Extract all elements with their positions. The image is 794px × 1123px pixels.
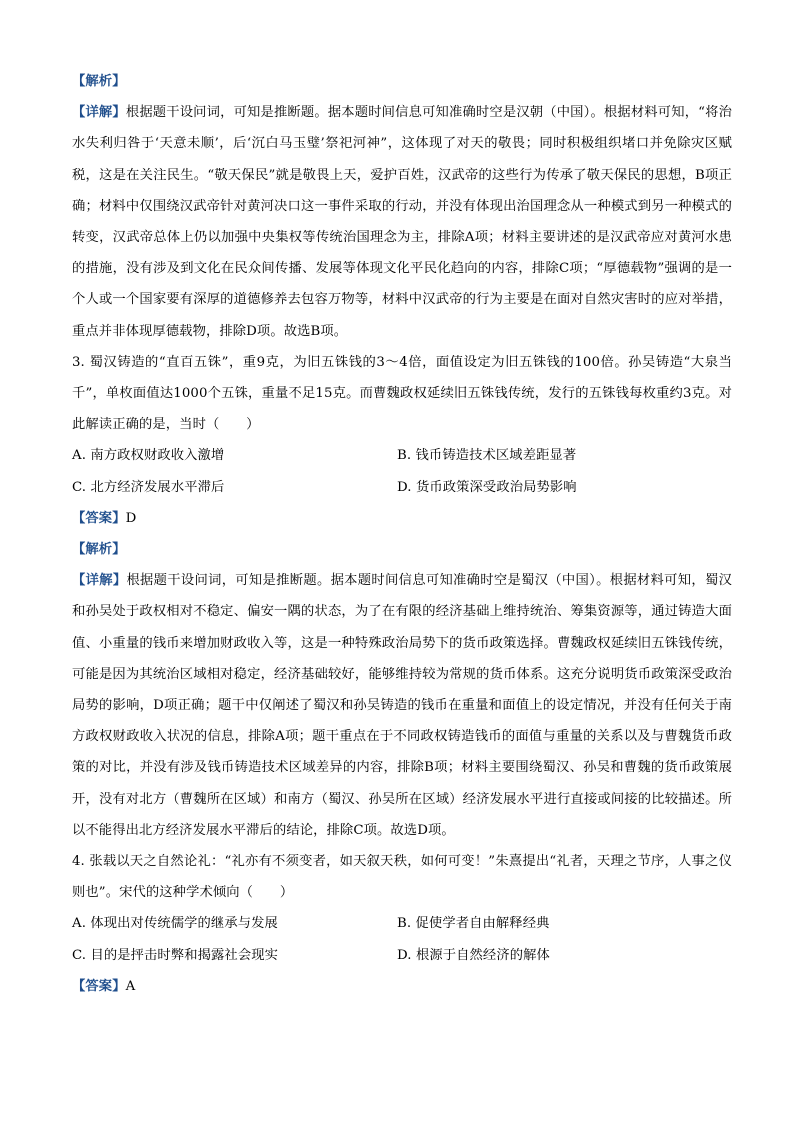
question-3-stem: 3. 蜀汉铸造的“直百五铢”，重9克，为旧五铢钱的3～4倍，面值设定为旧五铢钱的100倍。孙吴铸造“大泉当千”，单枚面值达1000个五铢，重量不足15克。而曹魏政权延续旧五铢钱传统，发行的五铢钱每枚重约3克。对此解读正确的是，当时（ ） xyxy=(72,354,732,433)
option-b: B. 钱币铸造技术区域差距显著 xyxy=(397,448,577,464)
analysis-tag: 【解析】 xyxy=(72,542,126,558)
detail-tag: 【详解】 xyxy=(72,105,126,121)
option-d: D. 货币政策深受政治局势影响 xyxy=(397,479,577,495)
answer-line-4 xyxy=(72,971,732,1002)
document-body xyxy=(72,66,732,1002)
analysis-tag: 【解析】 xyxy=(72,74,126,89)
detail-text: 根据题干设问词，可知是推断题。据本题时间信息可知准确时空是汉朝（中国）。根据材料可知，“将治水失利归咎于‘天意未顺’，后‘沉白马玉璧’祭祀河神”，这体现了对天的敬畏；同时积极组织堵口并免除灾区赋税，这是在关注民生。“敬天保民”就是敬畏上天，爱护百姓，汉武帝的这些行为传承了敬天保民的思想，B项正确；材料中仅围绕汉武帝针对黄河决口这一事件采取的行动，并没有体现出治国理念从一种模式到另一种模式的转变，汉武帝总体上仍以加强中央集权等传统治国理念为主，排除A项；材料主要讲述的是汉武帝应对黄河水患的措施，没有涉及到文化在民众间传播、发展等体现文化平民化趋向的内容，排除C项；“厚德载物”强调的是一个人或一个国家要有深厚的道德修养去包容万物等，材料中汉武帝的行为主要是在面对自然灾害时的应对举措，重点并非体现厚德载物，排除D项。故选B项。 xyxy=(72,105,732,339)
detail-text: 根据题干设问词，可知是推断题。据本题时间信息可知准确时空是蜀汉（中国）。根据材料可知，蜀汉和孙吴处于政权相对不稳定、偏安一隅的状态，为了在有限的经济基础上维持统治、筹集资源等，通过铸造大面值、小重量的钱币来增加财政收入等，这是一种特殊政治局势下的货币政策选择。曹魏政权延续旧五铢钱传统，可能是因为其统治区域相对稳定，经济基础较好，能够维持较为常规的货币体系。这充分说明货币政策深受政治局势的影响，D项正确；题干中仅阐述了蜀汉和孙吴铸造的钱币在重量和面值上的设定情况，并没有任何关于南方政权财政收入状况的信息，排除A项；题干重点在于不同政权铸造钱币的面值与重量的关系以及与曹魏货币政策的对比，并没有涉及钱币铸造技术区域差异的内容，排除B项；材料主要围绕蜀汉、孙吴和曹魏的货币政策展开，没有对北方（曹魏所在区域）和南方（蜀汉、孙吴所在区域）经济发展水平进行直接或间接的比较描述。所以不能得出北方经济发展水平滞后的结论，排除C项。故选D项。 xyxy=(72,573,732,838)
analysis-heading-3 xyxy=(72,534,732,565)
option-c: C. 北方经济发展水平滞后 xyxy=(72,479,225,495)
answer-line-3 xyxy=(72,503,732,534)
detail-paragraph-3 xyxy=(72,565,732,846)
question-3-options xyxy=(72,440,732,502)
detail-tag: 【详解】 xyxy=(72,573,127,589)
analysis-heading-1 xyxy=(72,66,732,97)
question-4-options xyxy=(72,908,732,970)
option-d: D. 根源于自然经济的解体 xyxy=(397,947,550,963)
answer-tag: 【答案】 xyxy=(72,510,126,526)
answer-value: D xyxy=(125,510,137,526)
option-b: B. 促使学者自由解释经典 xyxy=(397,916,550,932)
detail-paragraph-1 xyxy=(72,97,732,347)
option-c: C. 目的是抨击时弊和揭露社会现实 xyxy=(72,947,279,963)
option-a: A. 体现出对传统儒学的继承与发展 xyxy=(72,916,278,932)
question-4-stem: 4. 张载以天之自然论礼：“礼亦有不须变者，如天叙天秩，如何可变！”朱熹提出“礼者，天理之节序，人事之仪则也”。宋代的这种学术倾向（ ） xyxy=(72,854,732,901)
option-a: A. 南方政权财政收入激增 xyxy=(72,448,225,464)
answer-tag: 【答案】 xyxy=(72,978,126,994)
answer-value: A xyxy=(125,978,136,994)
